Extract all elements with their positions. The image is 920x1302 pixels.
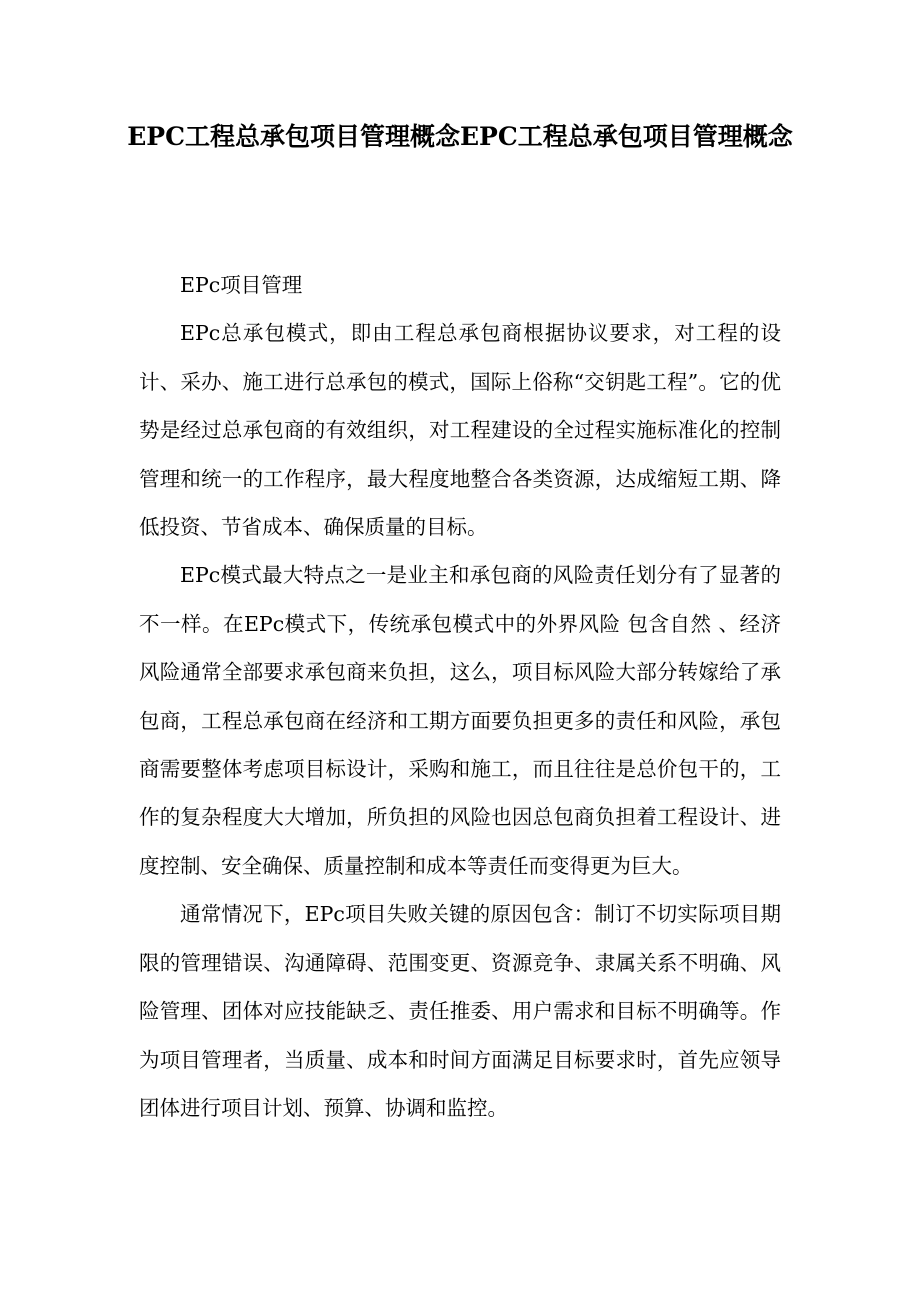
section-heading: EPc项目管理 <box>180 273 303 297</box>
paragraph-epc-risk: EPc模式最大特点之一是业主和承包商的风险责任划分有了显著的不一样。在EPc模式下，传统承包模式中的外界风险 包含自然 、经济风险通常全部要求承包商来负担，这么，项目标风险大部分转嫁给了承包商，工程总承包商在经济和工期方面要负担更多的责任和风险，承包商需要整体考虑项目标设计，采购和施工，而且往往是总价包干的，工作的复杂程度大大增加，所负担的风险也因总包商负担着工程设计、进度控制、安全确保、质量控制和成本等责任而变得更为巨大。 <box>139 563 781 878</box>
document-body <box>139 261 781 1132</box>
document-title: EPC工程总承包项目管理概念EPC工程总承包项目管理概念 <box>127 122 793 151</box>
paragraph-epc-failure: 通常情况下，EPc项目失败关键的原因包含：制订不切实际项目期限的管理错误、沟通障碍、范围变更、资源竞争、隶属关系不明确、风险管理、团体对应技能缺乏、责任推委、用户需求和目标不明确等。作为项目管理者，当质量、成本和时间方面满足目标要求时，首先应领导团体进行项目计划、预算、协调和监控。 <box>139 902 781 1120</box>
paragraph-epc-definition: EPc总承包模式，即由工程总承包商根据协议要求，对工程的设计、采办、施工进行总承包的模式，国际上俗称“交钥匙工程”。它的优势是经过总承包商的有效组织，对工程建设的全过程实施标准化的控制管理和统一的工作程序，最大程度地整合各类资源，达成缩短工期、降低投资、节省成本、确保质量的目标。 <box>139 321 781 540</box>
